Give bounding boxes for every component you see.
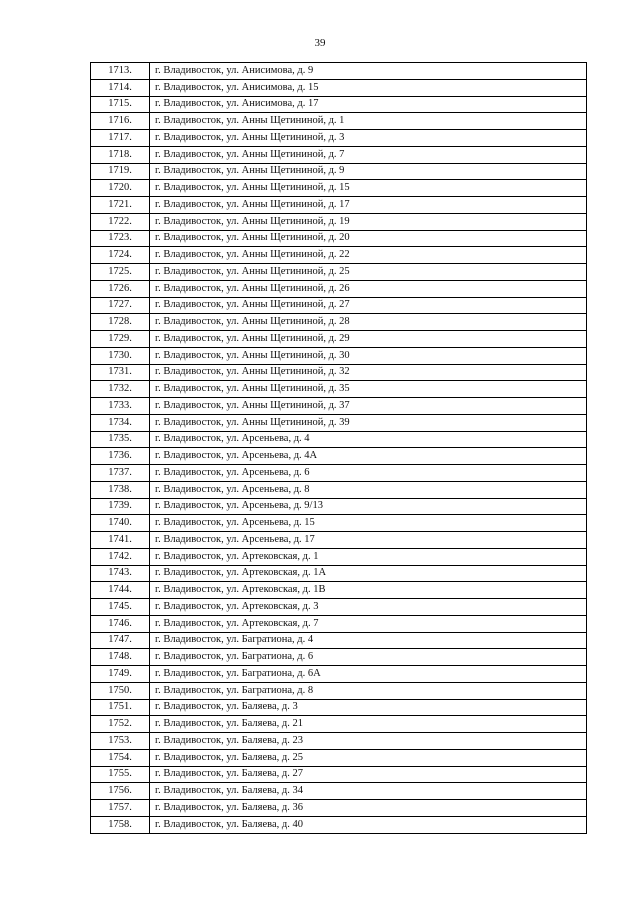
table-row [91, 465, 587, 482]
row-address: г. Владивосток, ул. Арсеньева, д. 8 [150, 481, 587, 498]
row-address: г. Владивосток, ул. Анны Щетининой, д. 15 [150, 180, 587, 197]
row-number: 1737. [91, 465, 150, 482]
table-row [91, 264, 587, 281]
table-row [91, 783, 587, 800]
row-address: г. Владивосток, ул. Баляева, д. 34 [150, 783, 587, 800]
row-number: 1714. [91, 79, 150, 96]
row-address: г. Владивосток, ул. Анны Щетининой, д. 39 [150, 414, 587, 431]
row-number: 1728. [91, 314, 150, 331]
row-address: г. Владивосток, ул. Баляева, д. 21 [150, 716, 587, 733]
table-row [91, 280, 587, 297]
row-number: 1745. [91, 599, 150, 616]
row-number: 1740. [91, 515, 150, 532]
row-address: г. Владивосток, ул. Баляева, д. 27 [150, 766, 587, 783]
row-number: 1724. [91, 247, 150, 264]
table-row [91, 800, 587, 817]
row-number: 1729. [91, 331, 150, 348]
table-row [91, 230, 587, 247]
row-number: 1742. [91, 548, 150, 565]
row-address: г. Владивосток, ул. Анны Щетининой, д. 17 [150, 197, 587, 214]
row-address: г. Владивосток, ул. Анны Щетининой, д. 9 [150, 163, 587, 180]
row-number: 1723. [91, 230, 150, 247]
row-number: 1727. [91, 297, 150, 314]
row-address: г. Владивосток, ул. Анны Щетининой, д. 26 [150, 280, 587, 297]
row-address: г. Владивосток, ул. Арсеньева, д. 17 [150, 532, 587, 549]
row-address: г. Владивосток, ул. Анны Щетининой, д. 37 [150, 398, 587, 415]
table-row [91, 113, 587, 130]
row-address: г. Владивосток, ул. Анны Щетининой, д. 32 [150, 364, 587, 381]
row-address: г. Владивосток, ул. Артековская, д. 1В [150, 582, 587, 599]
table-row [91, 130, 587, 147]
table-row [91, 63, 587, 80]
row-number: 1715. [91, 96, 150, 113]
row-address: г. Владивосток, ул. Артековская, д. 1А [150, 565, 587, 582]
table-row [91, 599, 587, 616]
table-row [91, 766, 587, 783]
table-row [91, 666, 587, 683]
row-address: г. Владивосток, ул. Арсеньева, д. 9/13 [150, 498, 587, 515]
row-number: 1713. [91, 63, 150, 80]
row-number: 1754. [91, 749, 150, 766]
row-number: 1753. [91, 733, 150, 750]
row-address: г. Владивосток, ул. Анны Щетининой, д. 25 [150, 264, 587, 281]
table-row [91, 816, 587, 833]
row-address: г. Владивосток, ул. Багратиона, д. 8 [150, 682, 587, 699]
table-row [91, 414, 587, 431]
table-row [91, 398, 587, 415]
row-number: 1717. [91, 130, 150, 147]
row-address: г. Владивосток, ул. Багратиона, д. 6А [150, 666, 587, 683]
row-number: 1749. [91, 666, 150, 683]
table-row [91, 381, 587, 398]
row-address: г. Владивосток, ул. Анны Щетининой, д. 29 [150, 331, 587, 348]
row-number: 1752. [91, 716, 150, 733]
row-address: г. Владивосток, ул. Анны Щетининой, д. 30 [150, 347, 587, 364]
row-address: г. Владивосток, ул. Анны Щетининой, д. 28 [150, 314, 587, 331]
table-row [91, 297, 587, 314]
row-address: г. Владивосток, ул. Анны Щетининой, д. 3 [150, 130, 587, 147]
table-row [91, 649, 587, 666]
row-number: 1738. [91, 481, 150, 498]
table-row [91, 565, 587, 582]
row-address: г. Владивосток, ул. Баляева, д. 23 [150, 733, 587, 750]
table-row [91, 532, 587, 549]
address-table-body [91, 63, 587, 834]
table-row [91, 582, 587, 599]
table-row [91, 197, 587, 214]
row-number: 1751. [91, 699, 150, 716]
row-number: 1718. [91, 146, 150, 163]
table-row [91, 180, 587, 197]
row-number: 1755. [91, 766, 150, 783]
row-number: 1756. [91, 783, 150, 800]
address-table [90, 62, 587, 834]
row-number: 1722. [91, 213, 150, 230]
row-number: 1721. [91, 197, 150, 214]
table-row [91, 699, 587, 716]
page-number: 39 [314, 37, 326, 49]
row-number: 1719. [91, 163, 150, 180]
row-address: г. Владивосток, ул. Анны Щетининой, д. 27 [150, 297, 587, 314]
row-address: г. Владивосток, ул. Багратиона, д. 4 [150, 632, 587, 649]
row-address: г. Владивосток, ул. Баляева, д. 36 [150, 800, 587, 817]
row-number: 1747. [91, 632, 150, 649]
table-row [91, 682, 587, 699]
row-address: г. Владивосток, ул. Багратиона, д. 6 [150, 649, 587, 666]
row-address: г. Владивосток, ул. Анисимова, д. 17 [150, 96, 587, 113]
row-number: 1746. [91, 615, 150, 632]
row-address: г. Владивосток, ул. Анны Щетининой, д. 35 [150, 381, 587, 398]
row-number: 1744. [91, 582, 150, 599]
table-row [91, 716, 587, 733]
row-address: г. Владивосток, ул. Баляева, д. 3 [150, 699, 587, 716]
table-row [91, 498, 587, 515]
row-number: 1716. [91, 113, 150, 130]
row-number: 1757. [91, 800, 150, 817]
table-row [91, 515, 587, 532]
row-address: г. Владивосток, ул. Анны Щетининой, д. 19 [150, 213, 587, 230]
row-address: г. Владивосток, ул. Артековская, д. 1 [150, 548, 587, 565]
row-number: 1725. [91, 264, 150, 281]
row-number: 1735. [91, 431, 150, 448]
row-address: г. Владивосток, ул. Анны Щетининой, д. 20 [150, 230, 587, 247]
row-number: 1734. [91, 414, 150, 431]
table-row [91, 364, 587, 381]
row-address: г. Владивосток, ул. Анны Щетининой, д. 7 [150, 146, 587, 163]
row-address: г. Владивосток, ул. Артековская, д. 7 [150, 615, 587, 632]
row-address: г. Владивосток, ул. Баляева, д. 40 [150, 816, 587, 833]
row-number: 1741. [91, 532, 150, 549]
table-row [91, 96, 587, 113]
row-address: г. Владивосток, ул. Анисимова, д. 15 [150, 79, 587, 96]
row-address: г. Владивосток, ул. Артековская, д. 3 [150, 599, 587, 616]
table-row [91, 163, 587, 180]
row-number: 1733. [91, 398, 150, 415]
table-row [91, 347, 587, 364]
row-address: г. Владивосток, ул. Баляева, д. 25 [150, 749, 587, 766]
row-address: г. Владивосток, ул. Арсеньева, д. 15 [150, 515, 587, 532]
row-address: г. Владивосток, ул. Анны Щетининой, д. 1 [150, 113, 587, 130]
table-row [91, 213, 587, 230]
row-number: 1758. [91, 816, 150, 833]
table-row [91, 448, 587, 465]
row-number: 1748. [91, 649, 150, 666]
table-row [91, 79, 587, 96]
table-row [91, 548, 587, 565]
table-row [91, 749, 587, 766]
row-number: 1743. [91, 565, 150, 582]
table-row [91, 615, 587, 632]
row-number: 1732. [91, 381, 150, 398]
row-number: 1736. [91, 448, 150, 465]
table-row [91, 481, 587, 498]
row-number: 1730. [91, 347, 150, 364]
row-number: 1720. [91, 180, 150, 197]
table-row [91, 146, 587, 163]
table-row [91, 331, 587, 348]
row-address: г. Владивосток, ул. Анны Щетининой, д. 22 [150, 247, 587, 264]
table-row [91, 632, 587, 649]
row-number: 1726. [91, 280, 150, 297]
row-number: 1731. [91, 364, 150, 381]
table-row [91, 314, 587, 331]
table-row [91, 733, 587, 750]
row-address: г. Владивосток, ул. Арсеньева, д. 4А [150, 448, 587, 465]
table-row [91, 247, 587, 264]
row-address: г. Владивосток, ул. Арсеньева, д. 6 [150, 465, 587, 482]
row-address: г. Владивосток, ул. Арсеньева, д. 4 [150, 431, 587, 448]
row-number: 1739. [91, 498, 150, 515]
row-number: 1750. [91, 682, 150, 699]
row-address: г. Владивосток, ул. Анисимова, д. 9 [150, 63, 587, 80]
table-row [91, 431, 587, 448]
